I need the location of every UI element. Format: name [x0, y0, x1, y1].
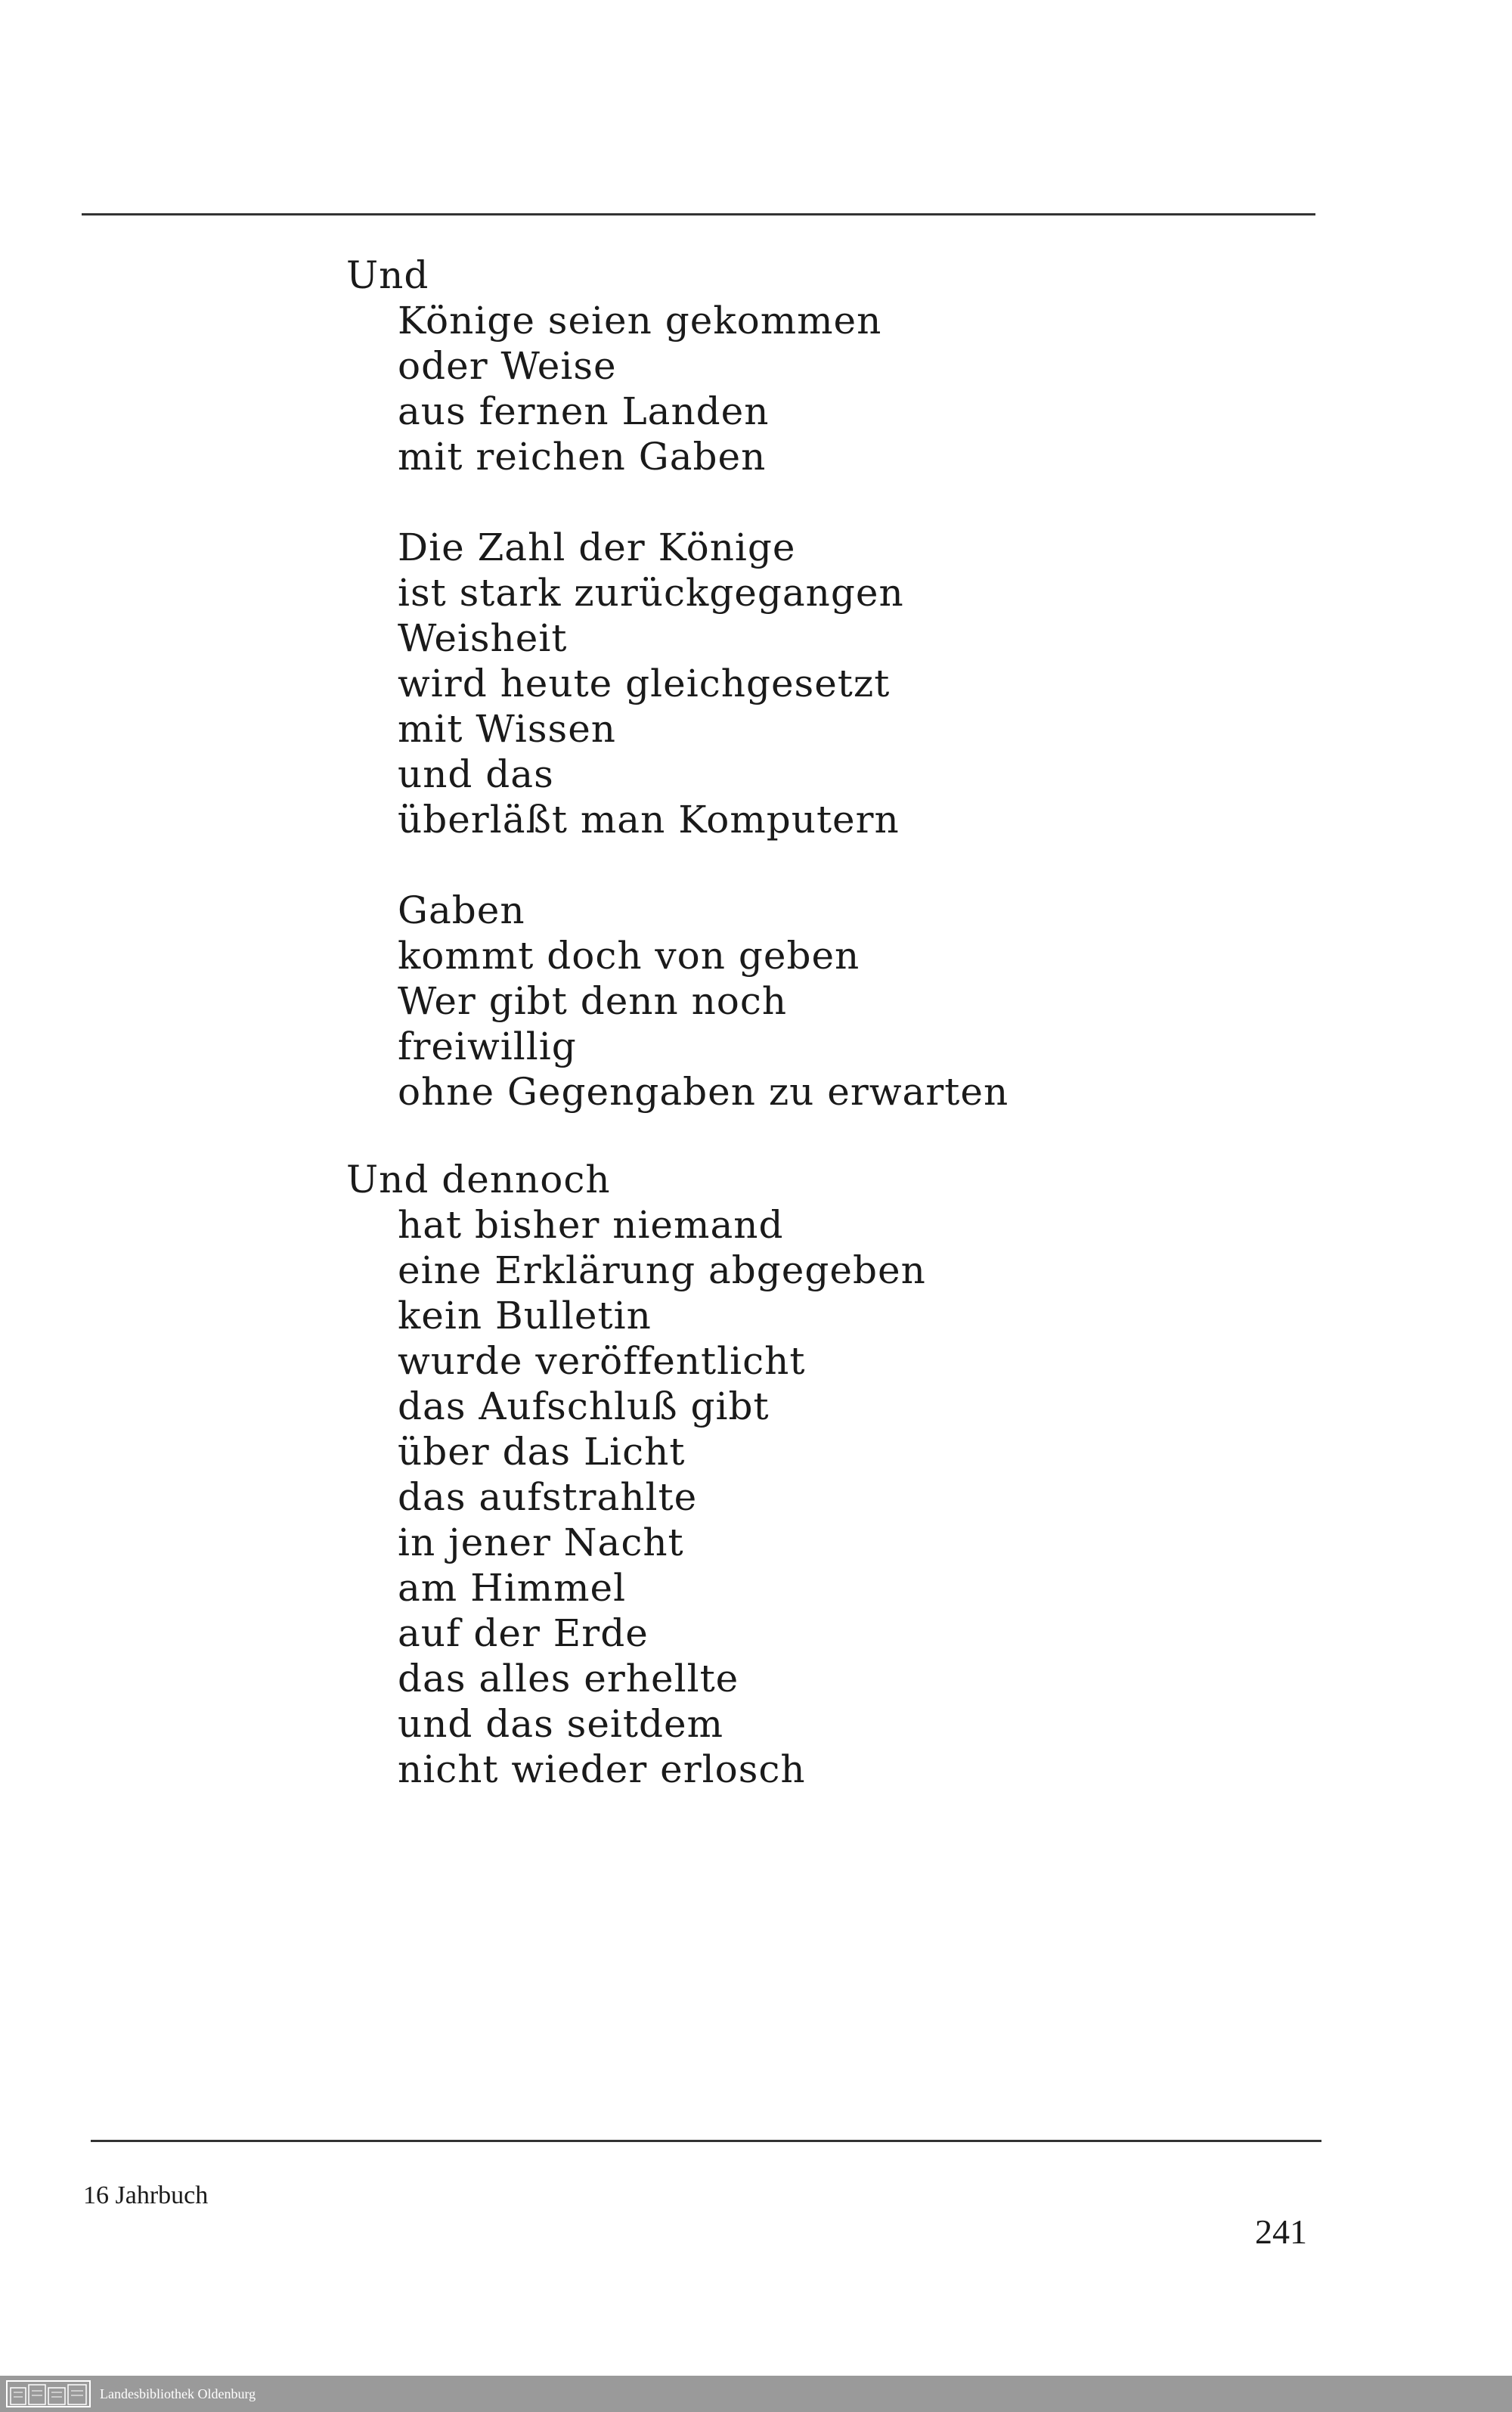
poem-line: Wer gibt denn noch — [398, 979, 788, 1023]
poem-line: wird heute gleichgesetzt — [398, 662, 891, 705]
poem-line: kommt doch von geben — [398, 934, 860, 978]
poem-line: Könige seien gekommen — [398, 299, 882, 343]
poem-line: überläßt man Komputern — [398, 798, 900, 842]
poem-line: Gaben — [398, 888, 525, 932]
poem-line: am Himmel — [398, 1566, 627, 1610]
signature-mark: 16 Jahrbuch — [83, 2181, 209, 2209]
library-name: Landesbibliothek Oldenburg — [100, 2386, 256, 2401]
poem-line: Und dennoch — [346, 1158, 611, 1201]
poem-line: Und — [346, 253, 429, 297]
poem-line: und das — [398, 752, 554, 796]
poem-line: eine Erklärung abgegeben — [398, 1248, 926, 1292]
poem-line: auf der Erde — [398, 1611, 649, 1655]
bottom-rule — [91, 2140, 1321, 2142]
poem-line: wurde veröffentlicht — [398, 1339, 806, 1383]
poem-line: und das seitdem — [398, 1702, 724, 1746]
page-number: 241 — [1255, 2212, 1307, 2251]
poem-line: über das Licht — [398, 1430, 686, 1474]
poem-line: Weisheit — [398, 616, 568, 660]
poem-line: oder Weise — [398, 344, 617, 388]
poem-line: nicht wieder erlosch — [398, 1747, 806, 1791]
poem-line: Die Zahl der Könige — [398, 525, 796, 569]
poem-line: in jener Nacht — [398, 1521, 684, 1564]
poem-line: das Aufschluß gibt — [398, 1384, 770, 1428]
poem-line: aus fernen Landen — [398, 389, 770, 433]
poem-line: hat bisher niemand — [398, 1203, 784, 1247]
poem-line: freiwillig — [398, 1025, 577, 1068]
poem-line: das alles erhellte — [398, 1657, 739, 1700]
library-building-icon — [6, 2380, 91, 2407]
poem-line: ohne Gegengaben zu erwarten — [398, 1070, 1009, 1114]
poem-line: das aufstrahlte — [398, 1475, 698, 1519]
poem-line: ist stark zurückgegangen — [398, 571, 904, 615]
poem-line: kein Bulletin — [398, 1294, 652, 1338]
library-footer-bar — [0, 2376, 1512, 2412]
top-rule — [82, 213, 1315, 215]
poem-line: mit Wissen — [398, 707, 617, 751]
poem-line: mit reichen Gaben — [398, 435, 767, 479]
